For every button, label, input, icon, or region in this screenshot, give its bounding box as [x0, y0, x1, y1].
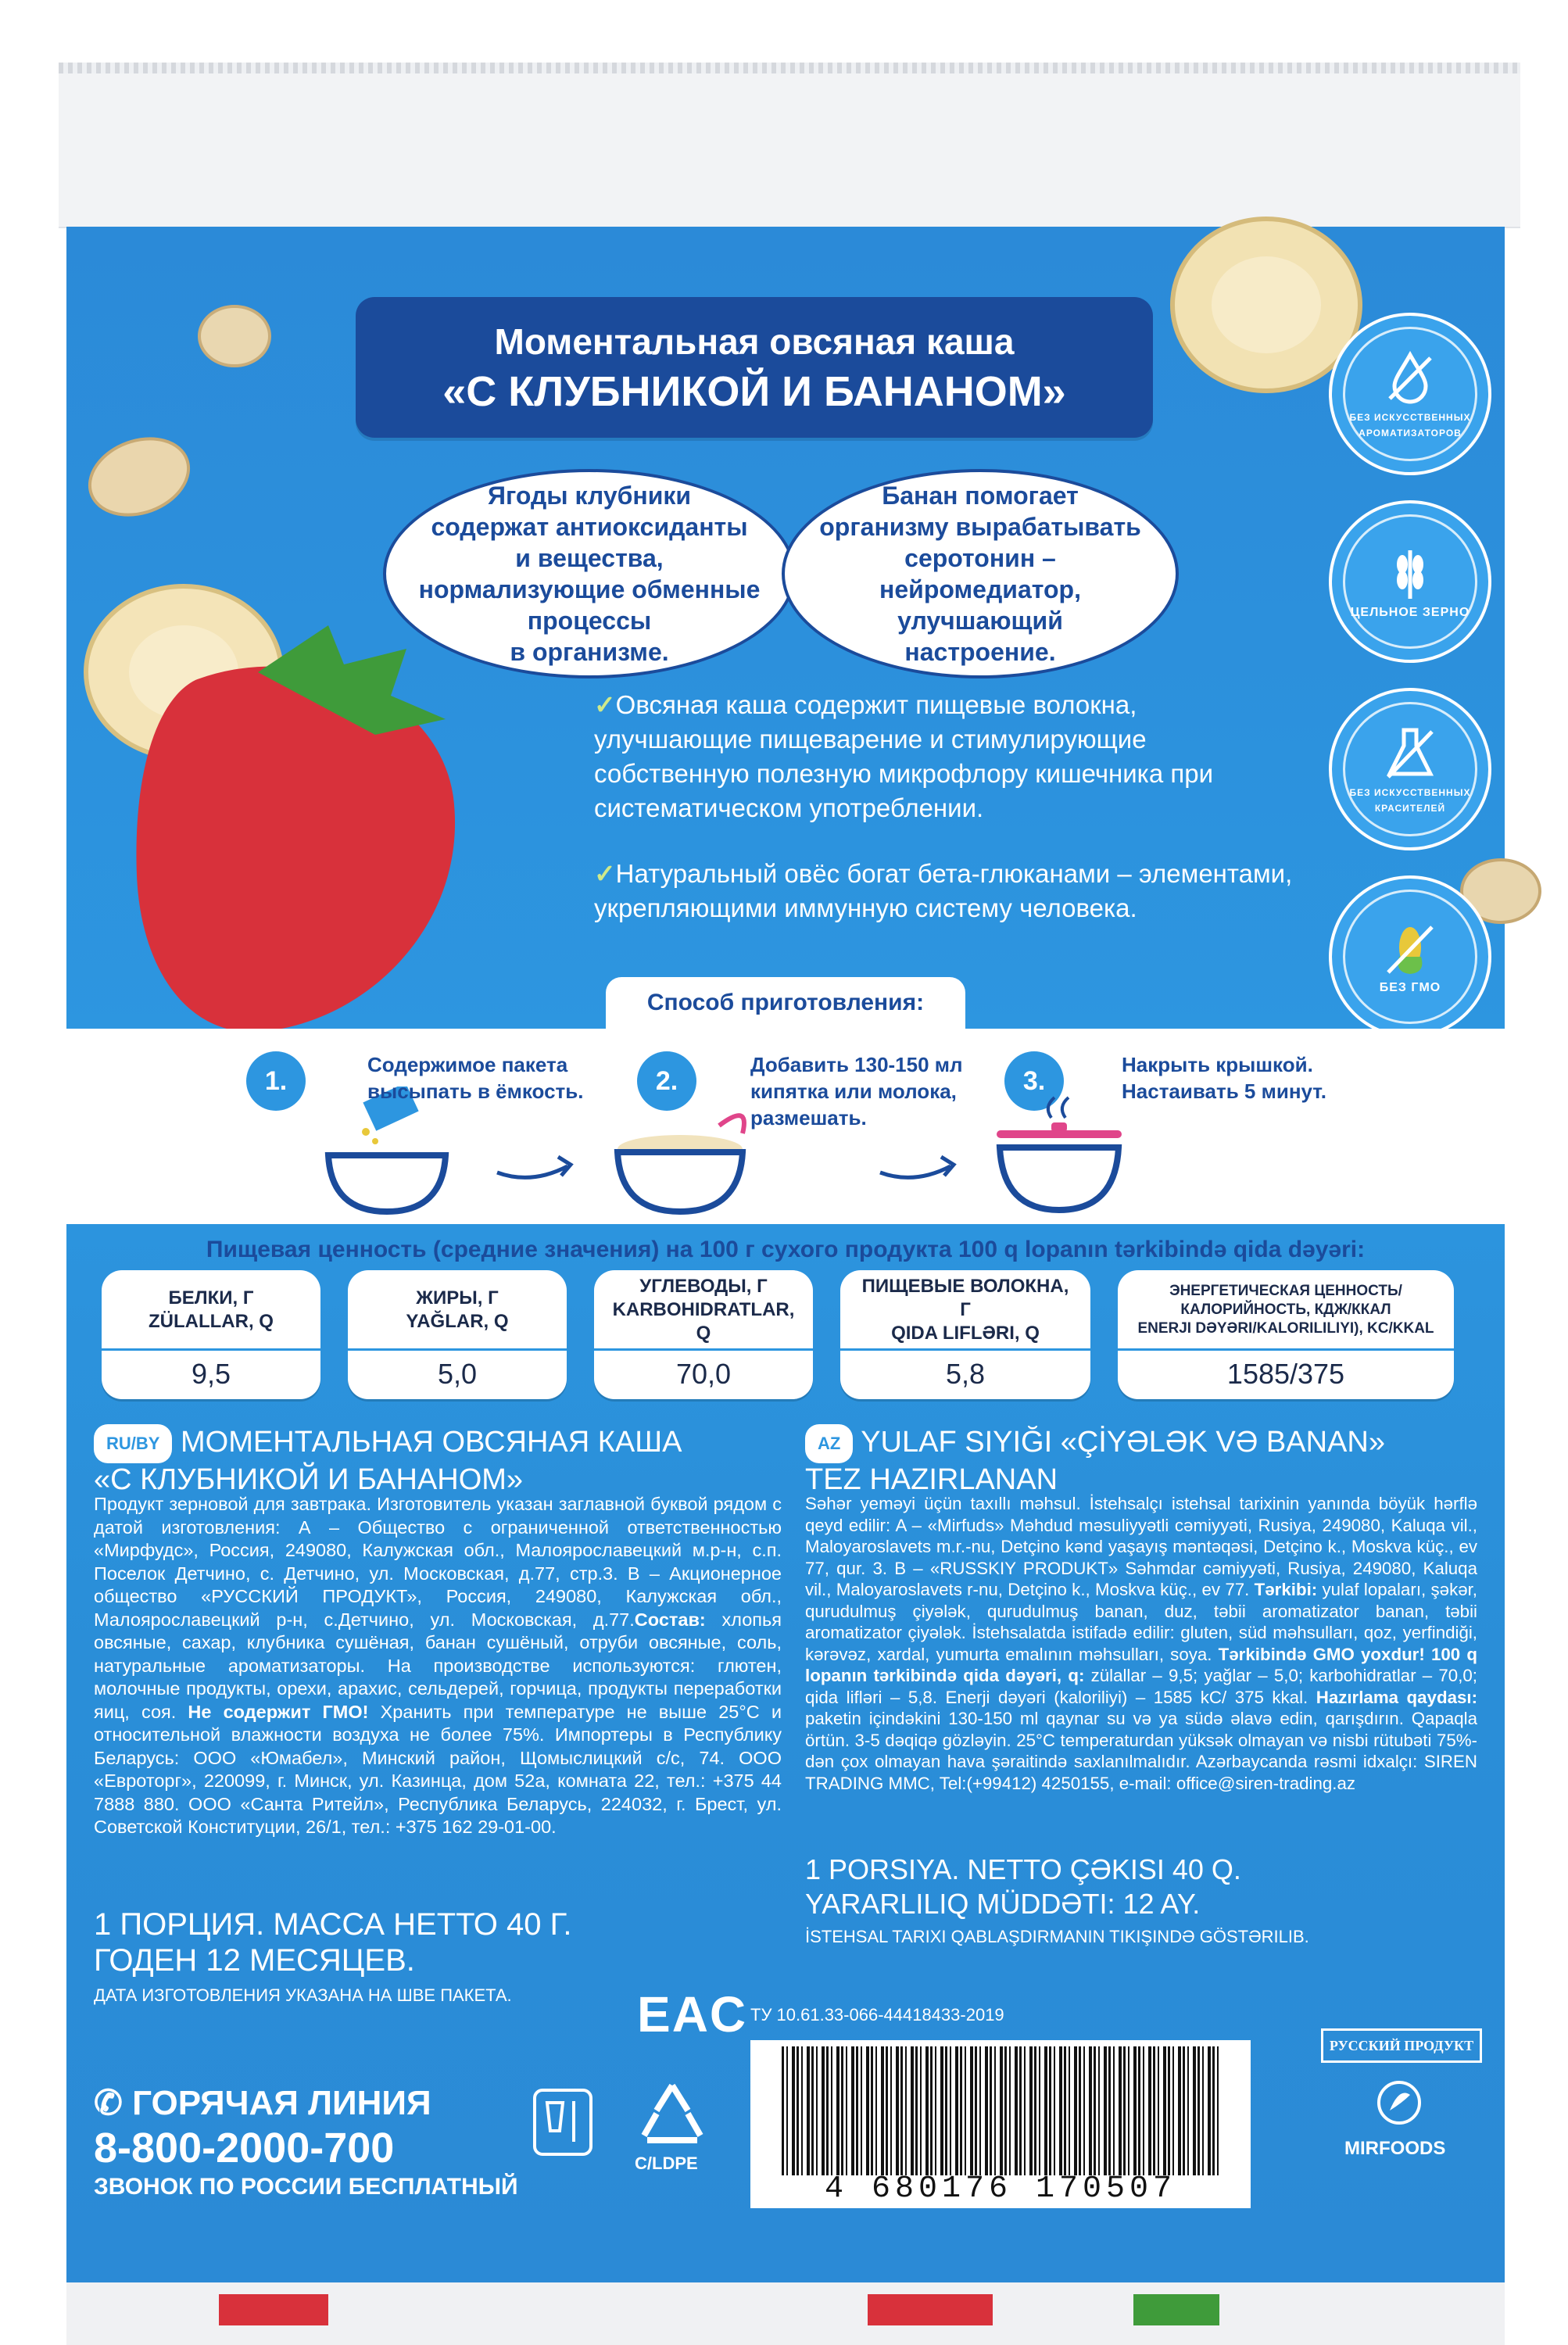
ru-heading [94, 1424, 782, 1496]
wheat-icon [1379, 542, 1441, 605]
recycle-icon [633, 2079, 711, 2150]
ru-manufacturer-text: Продукт зерновой для завтрака. Изготовитель указан заглавной буквой рядом с датой изготовления: А – Общество с ограниченной ответственностью «Мирфудс», Россия, 249080, Калужская обл., Малоярославецкий м.р-н, с.п. Поселок Детчино, с. Детчино, ул. Московская, д.77, стр.3. В – Акционерное общество «РУССКИЙ ПРОДУКТ», Россия, 249080, Калужская обл., Малоярославецкий р-н, с.Детчино, ул. Московская, д.77. [94, 1494, 782, 1630]
check-icon: ✓ [594, 690, 616, 719]
barcode-bars [782, 2046, 1219, 2175]
barcode [750, 2040, 1251, 2208]
az-manufacturer-text: Səhər yeməyi üçün taxıllı məhsul. İstehsalçı istehsal tarixinin yanında böyük hərflə qeyd edilir: A – «Mirfuds» Məhdud məsuliyyətli cəmiyyəti, Rusiya, 249080, Kaluqa vil., Maloyaroslavets m.r.-nu, Detçino kənd yaşayış məntəqəsi, Detçino k., Moskva küç., ev 77, qur. 3. B – «RUSSKIY PRODUKT» Səhmdar cəmiyyəti, Rusiya, 249080, Kaluqa vil., Maloyaroslavets r-nu, Detçino k., Moskva küç., ev 77. [805, 1494, 1477, 1599]
step-3-text: Накрыть крышкой. Настаивать 5 минут. [1122, 1053, 1326, 1103]
flask-crossed-icon [1379, 722, 1441, 785]
nutrition-card-protein [102, 1270, 320, 1399]
porridge-bowl-icon [594, 1094, 766, 1219]
step-1-number: 1. [246, 1051, 306, 1111]
covered-bowl-icon [973, 1087, 1145, 1219]
nutrition-card-carbs [594, 1270, 813, 1399]
ru-heading-line2: «С КЛУБНИКОЙ И БАНАНОМ» [94, 1463, 524, 1496]
strawberry-info-text: Ягоды клубники содержат антиоксиданты и вещества, нормализующие обменные процессы в организме. [418, 482, 761, 666]
claim-item: ✓Овсяная каша содержит пищевые волокна, улучшающие пищеварение и стимулирующие собственную полезную микрофлору кишечника при систематическом употреблении. [594, 690, 1214, 822]
phone-icon: ✆ [94, 2084, 123, 2122]
whole-grain-badge [1329, 500, 1491, 663]
nutrient-name-ru: БЕЛКИ, Г [168, 1287, 254, 1309]
ru-shelf-life: ГОДЕН 12 МЕСЯЦЕВ. [94, 1943, 415, 1978]
eac-mark: EAC [637, 1986, 748, 2042]
arrow-right-icon [492, 1149, 578, 1188]
ru-portion: 1 ПОРЦИЯ. МАССА НЕТТО 40 Г. [94, 1907, 572, 1942]
nutrient-name-ru: ЖИРЫ, Г [416, 1287, 499, 1309]
no-gmo-badge [1329, 875, 1491, 1038]
az-nutrition-text: zülallar – 9,5; yağlar – 5,0; karbohidratlar – 70,0; qida lifləri – 5,8. Enerji dəyəri (kaloriliyi) – 1585 kC/ 375 kkal. [805, 1666, 1477, 1707]
banana-info-bubble [782, 469, 1179, 678]
ru-no-gmo-text: Не содержит ГМО! [176, 1701, 369, 1722]
az-heading-line2: TEZ HAZIRLANAN [805, 1463, 1058, 1496]
nutrient-name-ru: ПИЩЕВЫЕ ВОЛОКНА, Г [861, 1276, 1069, 1320]
az-nutrition-label: 100 q lopanın tərkibində qida dəyəri, q: [805, 1644, 1477, 1685]
oat-flake-icon [199, 306, 270, 366]
az-heading-line1: YULAF SIYIĞI «ÇİYƏLƏK VƏ BANAN» [861, 1426, 1385, 1459]
technical-spec: ТУ 10.61.33-066-44418433-2019 [750, 2005, 1004, 2025]
ru-storage-text: Хранить при температуре не выше 25°С и относительной влажности воздуха не более 75%. Импортеры в Республику Беларусь: ООО «Юмабел», Минский район, Щомыслицкий с/с, 74. ООО «Евроторг», 220099, г. Минск, ул. Казинца, дом 52а, комната 22, тел.: +375 44 7888 880. ООО «Санта Ритейл», Республика Беларусь, 224032, г. Брест, ул. Советской Конституции, 26/1, тел.: +375 162 29-01-00. [94, 1701, 782, 1837]
no-artificial-flavors-badge [1329, 313, 1491, 475]
hotline-note: ЗВОНОК ПО РОССИИ БЕСПЛАТНЫЙ [94, 2174, 518, 2200]
nutrient-name-az: ENERJI DƏYƏRI/KALORILILIYI), KC/KKAL [1137, 1320, 1434, 1337]
corn-crossed-icon [1379, 918, 1441, 980]
nutrient-name-ru: УГЛЕВОДЫ, Г [639, 1276, 768, 1297]
hotline-label: ГОРЯЧАЯ ЛИНИЯ [132, 2084, 431, 2122]
hotline-block [94, 2083, 518, 2202]
strawberry-info-bubble [383, 469, 796, 678]
nutrient-value: 70,0 [675, 1358, 732, 1390]
nutrient-name-az: QIDA LIFLƏRI, Q [891, 1323, 1040, 1344]
badge-label: ЦЕЛЬНОЕ ЗЕРНО [1350, 606, 1470, 619]
barcode-number: 4 680176 170507 [824, 2171, 1177, 2207]
az-portion: 1 PORSIYA. NETTO ÇƏKISI 40 Q. [805, 1853, 1241, 1885]
nutrient-value: 9,5 [191, 1358, 231, 1390]
nutrient-name-az: ZÜLALLAR, Q [149, 1311, 274, 1332]
az-composition-label: Tərkibi: [1249, 1580, 1318, 1599]
nutrition-title: Пищевая ценность (средние значения) на 100 г сухого продукта 100 q lopanın tərkibində qida dəyəri: [206, 1237, 1366, 1262]
food-safe-glass-fork-icon [532, 2087, 594, 2157]
ru-composition-label: Состав: [634, 1609, 706, 1630]
check-icon: ✓ [594, 859, 616, 888]
nutrient-value: 5,8 [945, 1358, 986, 1390]
badge-label: БЕЗ ИСКУССТВЕННЫХ КРАСИТЕЛЕЙ [1349, 787, 1471, 814]
ru-date-note: ДАТА ИЗГОТОВЛЕНИЯ УКАЗАНА НА ШВЕ ПАКЕТА. [94, 1985, 512, 2005]
az-preparation-text: paketin içindəkini 130-150 ml qaynar su və ya südə əlavə edin, qarışdırın. Qapaqla örtün. 3-5 dəqiqə gözləyin. [805, 1709, 1477, 1750]
no-artificial-colors-badge [1329, 688, 1491, 850]
badge-label: БЕЗ ГМО [1379, 981, 1441, 994]
badge-label: БЕЗ ИСКУССТВЕННЫХ АРОМАТИЗАТОРОВ [1349, 412, 1471, 439]
step-2-text: Добавить 130-150 мл кипятка или молока, размешать. [750, 1053, 963, 1130]
nutrient-value: 5,0 [437, 1358, 478, 1390]
hotline-phone: 8-800-2000-700 [94, 2125, 395, 2171]
preparation-title: Способ приготовления: [606, 977, 965, 1029]
claim-item: ✓Натуральный овёс богат бета-глюканами – элементами, укрепляющими иммунную систему человека. [594, 859, 1293, 922]
oat-flake-icon [79, 426, 199, 528]
banana-info-text: Банан помогает организму вырабатывать серотонин – нейромедиатор, улучшающий настроение. [819, 482, 1141, 666]
step-2-number: 2. [637, 1051, 696, 1111]
az-heading [805, 1424, 1493, 1496]
az-shelf-life: YARARLILIQ MÜDDƏTI: 12 AY. [805, 1888, 1201, 1920]
mirfoods-logo-icon [1376, 2079, 1423, 2126]
nutrient-name-az: YAĞLAR, Q [406, 1311, 509, 1332]
az-composition-text: yulaf lopaları, şəkər, qurudulmuş çiyələk, qurudulmuş banan, duz, təbii aromatizator banan, təbii aromatizator çiyələk. İstehsalatda istifadə edilir: gluten, süd məhsulları, qoz, yerfindiği, kərəvəz, xardal, yumurta emalının məhsulları, soya. [805, 1580, 1478, 1664]
ru-body-text [94, 1493, 782, 1839]
ru-composition-text: хлопья овсяные, сахар, клубника сушёная, банан сушёный, отруби овсяные, соль, натуральные ароматизаторы. На производстве используются: глютен, молочные продукты, орехи, арахис, сельдерей, горчица, продукты переработки яиц, соя. [94, 1609, 782, 1722]
az-body-text [805, 1493, 1477, 1794]
nutrition-card-fat [348, 1270, 567, 1399]
benefit-claims [594, 688, 1298, 957]
brand-logo-russkiy-produkt: РУССКИЙ ПРОДУКТ [1321, 2028, 1482, 2063]
ru-heading-line1: МОМЕНТАЛЬНАЯ ОВСЯНАЯ КАША [181, 1426, 682, 1459]
ru-language-tag: RU/BY [94, 1424, 172, 1463]
brand-logo-mirfoods: MIRFOODS [1344, 2138, 1446, 2159]
nutrition-card-fiber [840, 1270, 1090, 1399]
step-3-number: 3. [1004, 1051, 1064, 1111]
recycle-code: C/LDPE [635, 2153, 698, 2173]
product-title-line2: «С КЛУБНИКОЙ И БАНАНОМ» [442, 368, 1066, 415]
az-date-note: İSTEHSAL TARIXI QABLAŞDIRMANIN TIKIŞINDƏ GÖSTƏRILIB. [805, 1927, 1309, 1946]
arrow-right-icon [875, 1149, 961, 1188]
nutrient-name-ru: ЭНЕРГЕТИЧЕСКАЯ ЦЕННОСТЬ/ КАЛОРИЙНОСТЬ, КДЖ/ККАЛ [1169, 1283, 1402, 1318]
bowl-icon [297, 1087, 477, 1219]
az-no-gmo-text: Tərkibində GMO yoxdur! [1212, 1644, 1425, 1664]
nutrient-value: 1585/375 [1226, 1358, 1345, 1390]
nutrition-card-energy [1118, 1270, 1454, 1399]
az-language-tag: AZ [805, 1424, 853, 1463]
nutrient-name-az: KARBOHIDRATLAR, Q [612, 1299, 795, 1344]
water-drop-crossed-icon [1379, 347, 1441, 410]
product-title-line1: Моментальная овсяная каша [494, 321, 1015, 362]
step-1-text: Содержимое пакета высыпать в ёмкость. [367, 1053, 584, 1103]
az-storage-text: 25°C temperaturdan yüksək olmayan və nisbi rütubəti 75%-dən çox olmayan hava şəraitində saxlanılmalıdır. Azərbaycanda rəsmi idxalçı: SIREN TRADING MMC, Tel:(+99412) 4250155, e-mail: office@siren-trading.az [805, 1730, 1477, 1793]
product-title-box [356, 297, 1153, 438]
az-preparation-label: Hazırlama qaydası: [1308, 1687, 1477, 1707]
